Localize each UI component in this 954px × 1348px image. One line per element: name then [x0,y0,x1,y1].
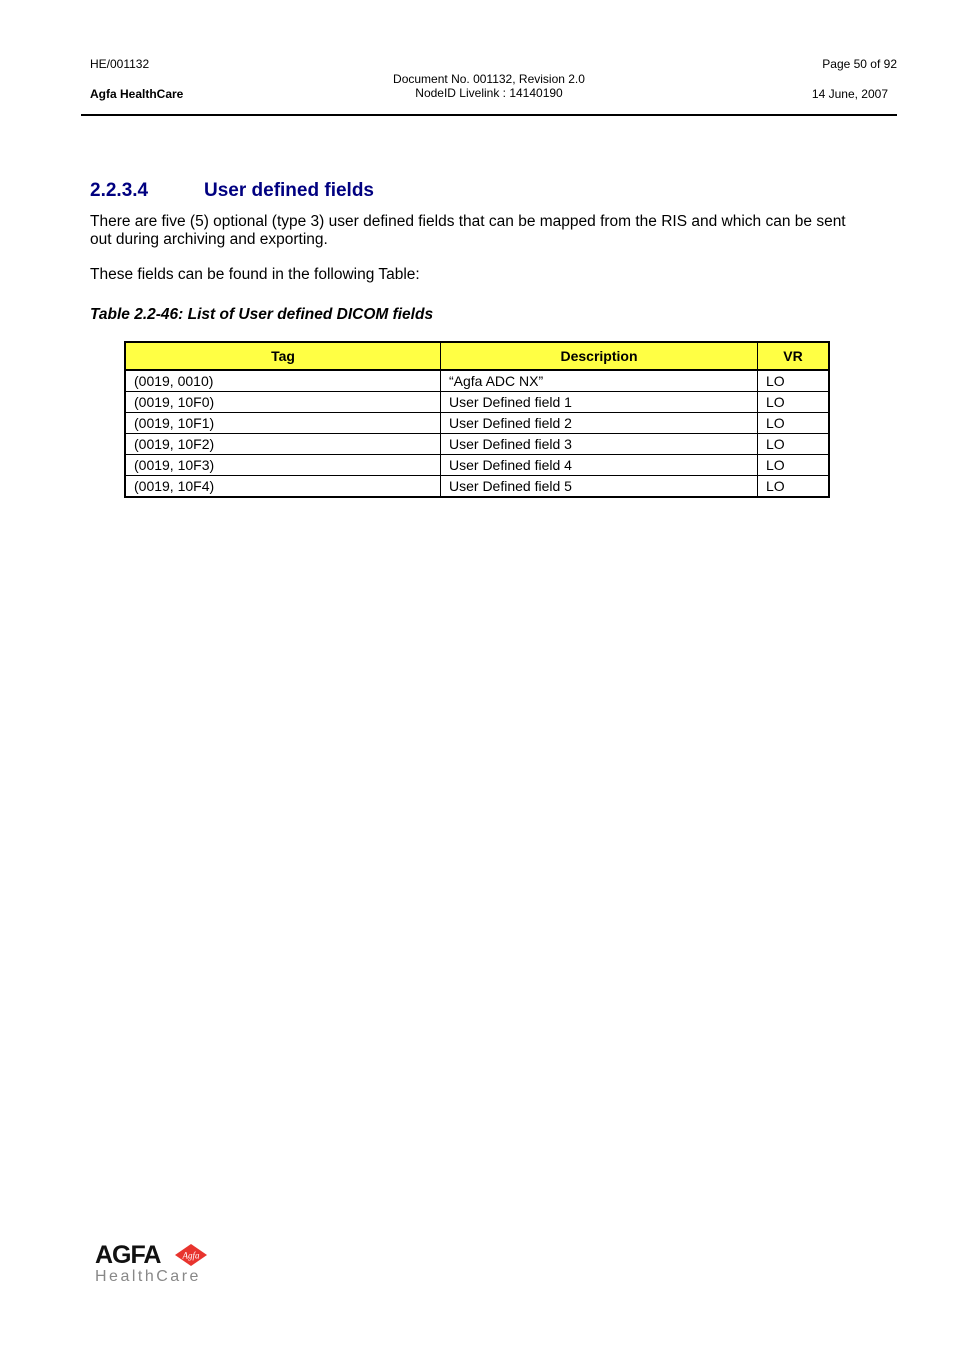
header-divider [81,114,897,116]
cell-description: User Defined field 3 [441,434,758,455]
cell-tag: (0019, 10F0) [125,392,441,413]
cell-vr: LO [758,434,830,455]
cell-tag: (0019, 10F2) [125,434,441,455]
user-defined-fields-table [124,341,830,498]
logo-badge-text: Agfa [182,1250,200,1261]
header-doc-id: HE/001132 [90,57,150,71]
cell-description: User Defined field 2 [441,413,758,434]
header-company: Agfa HealthCare [90,87,184,101]
table-row [125,370,829,392]
table-row [125,476,829,498]
cell-vr: LO [758,476,830,498]
agfa-badge-icon [173,1242,209,1268]
cell-tag: (0019, 10F1) [125,413,441,434]
cell-description: User Defined field 1 [441,392,758,413]
cell-tag: (0019, 0010) [125,370,441,392]
cell-vr: LO [758,455,830,476]
table-header-row [125,342,829,370]
cell-tag: (0019, 10F4) [125,476,441,498]
cell-tag: (0019, 10F3) [125,455,441,476]
cell-description: User Defined field 5 [441,476,758,498]
logo-brand: AGFA [95,1241,161,1269]
table-lead-paragraph: These fields can be found in the following Table: [90,266,420,283]
section-number: 2.2.3.4 [90,180,149,201]
section-title: User defined fields [204,180,374,201]
cell-vr: LO [758,392,830,413]
intro-paragraph: There are five (5) optional (type 3) user defined fields that can be mapped from the RIS and which can be sent out during archiving and exporting. [90,213,846,248]
header-page-number: Page 50 of 92 [822,57,897,71]
header-description: Description [441,342,758,370]
table-row [125,392,829,413]
cell-description: “Agfa ADC NX” [441,370,758,392]
table-row [125,413,829,434]
cell-description: User Defined field 4 [441,455,758,476]
header-date: 14 June, 2007 [811,87,888,101]
table-caption: Table 2.2-46: List of User defined DICOM fields [90,306,434,323]
header-node-id: NodeID Livelink : 14140190 [415,86,563,100]
agfa-healthcare-logo [95,1240,215,1290]
cell-vr: LO [758,370,830,392]
cell-vr: LO [758,413,830,434]
header-document-info [0,72,954,100]
header-document-no: Document No. 001132, Revision 2.0 [393,72,585,86]
section-heading [90,180,374,202]
header-tag: Tag [125,342,441,370]
header-vr: VR [758,342,830,370]
logo-subtitle: HealthCare [95,1268,201,1285]
table-row [125,434,829,455]
table-row [125,455,829,476]
